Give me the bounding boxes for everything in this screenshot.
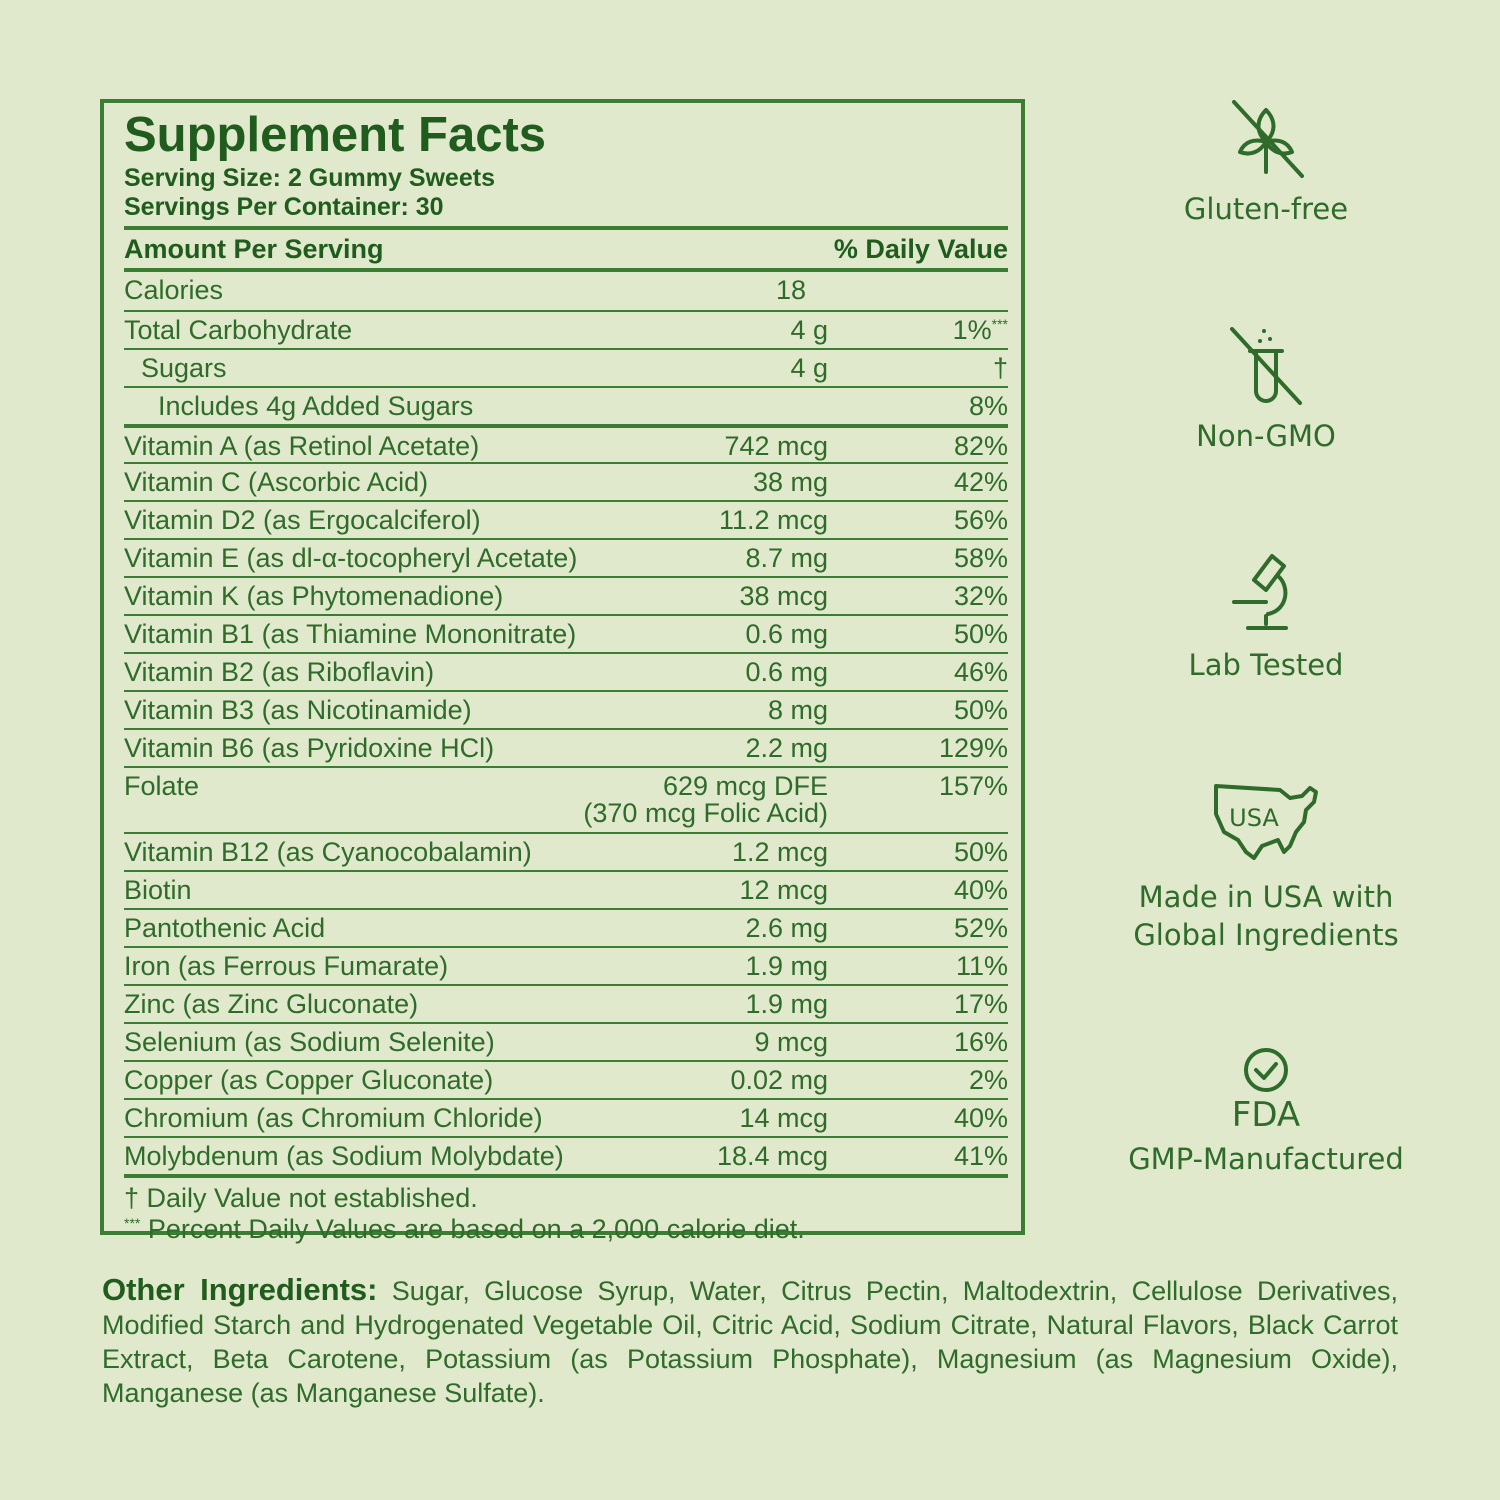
usa-text: USA	[1229, 804, 1279, 832]
nutrient-row	[124, 462, 1008, 500]
nutrient-row	[124, 984, 1008, 1022]
nutrient-dv: 17%	[953, 989, 1008, 1019]
nutrient-row	[124, 576, 1008, 614]
dv-value: 1%	[952, 315, 992, 345]
nutrient-amount: 12 mcg	[739, 875, 828, 905]
nutrient-row	[124, 1136, 1008, 1174]
dv-footnote-mark: ***	[991, 316, 1008, 332]
badge-fda-gmp	[1101, 1046, 1431, 1178]
ingredients-text: Sugar, Glucose Syrup, Water, Citrus Pectin, Maltodextrin, Cellulose Derivatives, Modified Starch and Hydrogenated Vegetable Oil, Citric Acid, Sodium Citrate, Natural Flavors, Black Carrot Extract, Beta Carotene, Potassium (as Potassium Phosphate), Magnesium (as Magnesium Oxide), Manganese (as Manganese Sulfate).	[102, 1276, 1398, 1408]
nutrient-amount: 38 mcg	[739, 581, 828, 611]
non-gmo-icon	[1226, 325, 1306, 407]
nutrient-name: Selenium (as Sodium Selenite)	[124, 1027, 495, 1057]
nutrient-amount: 8 mg	[767, 695, 828, 725]
usa-map-icon	[1210, 780, 1322, 864]
row-sugars	[124, 348, 1008, 386]
row-calories	[124, 272, 1008, 310]
nutrient-dv: 56%	[953, 505, 1008, 535]
nutrient-amount: 38 mg	[752, 467, 828, 497]
nutrient-dv: 42%	[953, 467, 1008, 497]
nutrient-dv: 16%	[953, 1027, 1008, 1057]
nutrient-name: Total Carbohydrate	[124, 315, 353, 345]
nutrient-list	[124, 424, 1008, 766]
nutrient-amount: 4 g	[790, 315, 828, 345]
nutrient-name: Calories	[124, 275, 224, 305]
nutrient-dv: 11%	[955, 951, 1008, 981]
nutrient-row	[124, 728, 1008, 766]
servings-per-container: Servings Per Container: 30	[124, 193, 444, 221]
other-ingredients	[102, 1273, 1398, 1410]
nutrient-dv: 41%	[953, 1141, 1008, 1171]
row-carbohydrate	[124, 310, 1008, 348]
divider	[124, 1174, 1008, 1178]
badge-label: GMP-Manufactured	[1128, 1142, 1404, 1176]
nutrient-amount: 18	[775, 275, 806, 305]
nutrient-name: Vitamin B12 (as Cyanocobalamin)	[124, 837, 532, 867]
gluten-free-icon	[1226, 98, 1306, 180]
nutrient-dv: 50%	[953, 619, 1008, 649]
nutrient-row	[124, 500, 1008, 538]
check-circle-icon	[1216, 1046, 1316, 1134]
serving-size: Serving Size: 2 Gummy Sweets	[124, 164, 495, 192]
nutrient-dv: 52%	[953, 913, 1008, 943]
nutrient-dv: 129%	[938, 733, 1008, 763]
nutrient-dv: 50%	[953, 837, 1008, 867]
nutrient-row	[124, 538, 1008, 576]
nutrient-name: Chromium (as Chromium Chloride)	[124, 1103, 543, 1133]
nutrient-dv: 32%	[953, 581, 1008, 611]
nutrient-amount: 1.2 mcg	[731, 837, 828, 867]
amount-per-serving-label: Amount Per Serving	[124, 233, 384, 264]
badge-non-gmo	[1101, 325, 1431, 455]
nutrient-dv: 58%	[953, 543, 1008, 573]
nutrient-name: Molybdenum (as Sodium Molybdate)	[124, 1141, 564, 1171]
ingredients-heading: Other Ingredients:	[102, 1272, 378, 1307]
nutrient-dv: 50%	[953, 695, 1008, 725]
nutrient-dv: 40%	[953, 1103, 1008, 1133]
badge-gluten-free	[1101, 98, 1431, 228]
nutrient-name: Vitamin B6 (as Pyridoxine HCl)	[124, 733, 495, 763]
row-added-sugars	[124, 386, 1008, 424]
nutrient-name: Biotin	[124, 875, 192, 905]
nutrient-name: Vitamin B3 (as Nicotinamide)	[124, 695, 472, 725]
badge-lab-tested	[1101, 552, 1431, 684]
footnote-text: Percent Daily Values are based on a 2,000 calorie diet.	[140, 1214, 805, 1244]
nutrient-amount: 18.4 mcg	[716, 1141, 828, 1171]
footnote-daily-value: † Daily Value not established.	[124, 1183, 478, 1213]
nutrient-row	[124, 1060, 1008, 1098]
nutrient-row	[124, 690, 1008, 728]
nutrient-name: Vitamin A (as Retinol Acetate)	[124, 431, 480, 461]
nutrient-dv: 46%	[953, 657, 1008, 687]
badge-label: Gluten-free	[1183, 192, 1349, 226]
nutrient-row	[124, 946, 1008, 984]
nutrient-dv: 8%	[968, 391, 1008, 421]
nutrient-row	[124, 1098, 1008, 1136]
nutrient-row	[124, 652, 1008, 690]
nutrient-amount: 2.6 mg	[745, 913, 828, 943]
nutrient-amount: 11.2 mcg	[718, 505, 828, 535]
nutrient-amount: 1.9 mg	[745, 989, 828, 1019]
nutrient-name: Folate	[124, 771, 200, 801]
badge-label: Non-GMO	[1196, 419, 1336, 453]
footnote-percent	[124, 1214, 1008, 1245]
nutrient-row	[124, 832, 1008, 870]
nutrient-dv	[953, 312, 1008, 348]
nutrient-name: Vitamin B1 (as Thiamine Mononitrate)	[124, 619, 577, 649]
nutrient-name: Includes 4g Added Sugars	[158, 391, 474, 421]
nutrient-name: Vitamin D2 (as Ergocalciferol)	[124, 505, 481, 535]
nutrient-row	[124, 870, 1008, 908]
nutrient-amount: 0.02 mg	[730, 1065, 828, 1095]
badge-label: Lab Tested	[1188, 648, 1344, 682]
nutrient-amount-detail: (370 mcg Folic Acid)	[583, 798, 828, 828]
facts-title: Supplement Facts	[124, 108, 547, 162]
row-folate	[124, 766, 1008, 832]
nutrient-dv: †	[992, 353, 1008, 383]
nutrient-amount: 0.6 mg	[745, 619, 828, 649]
nutrient-amount: 4 g	[790, 353, 828, 383]
nutrient-dv: 40%	[953, 875, 1008, 905]
nutrient-amount: 1.9 mg	[745, 951, 828, 981]
nutrient-amount: 8.7 mg	[745, 543, 828, 573]
nutrient-amount: 9 mcg	[754, 1027, 828, 1057]
nutrient-amount: 0.6 mg	[745, 657, 828, 687]
nutrient-row	[124, 908, 1008, 946]
badge-made-in-usa	[1101, 780, 1431, 954]
nutrient-row	[124, 424, 1008, 462]
nutrient-dv: 157%	[938, 771, 1008, 801]
nutrient-name: Vitamin B2 (as Riboflavin)	[124, 657, 435, 687]
nutrient-name: Iron (as Ferrous Fumarate)	[124, 951, 449, 981]
nutrient-row	[124, 614, 1008, 652]
nutrient-name: Copper (as Copper Gluconate)	[124, 1065, 494, 1095]
nutrient-amount: 2.2 mg	[745, 733, 828, 763]
nutrient-name: Sugars	[141, 353, 227, 383]
daily-value-label: % Daily Value	[833, 233, 1008, 264]
nutrient-amount: 14 mcg	[739, 1103, 828, 1133]
nutrient-name: Vitamin K (as Phytomenadione)	[124, 581, 504, 611]
nutrient-amount: 629 mcg DFE	[662, 771, 828, 801]
badge-label: Made in USA with Global Ingredients	[1133, 880, 1399, 952]
nutrient-list	[124, 832, 1008, 1174]
nutrient-dv: 2%	[968, 1065, 1008, 1095]
nutrient-amount: 742 mcg	[724, 431, 828, 461]
fda-text: FDA	[1231, 1095, 1301, 1134]
table-header	[124, 230, 1008, 272]
nutrient-name: Vitamin C (Ascorbic Acid)	[124, 467, 429, 497]
footnote-mark: ***	[124, 1215, 141, 1231]
nutrient-name: Vitamin E (as dl-α-tocopheryl Acetate)	[124, 543, 578, 573]
supplement-facts-panel	[100, 99, 1025, 1244]
nutrient-name: Pantothenic Acid	[124, 913, 326, 943]
nutrient-name: Zinc (as Zinc Gluconate)	[124, 989, 419, 1019]
nutrient-dv: 82%	[953, 431, 1008, 461]
microscope-icon	[1226, 552, 1306, 636]
nutrient-row	[124, 1022, 1008, 1060]
